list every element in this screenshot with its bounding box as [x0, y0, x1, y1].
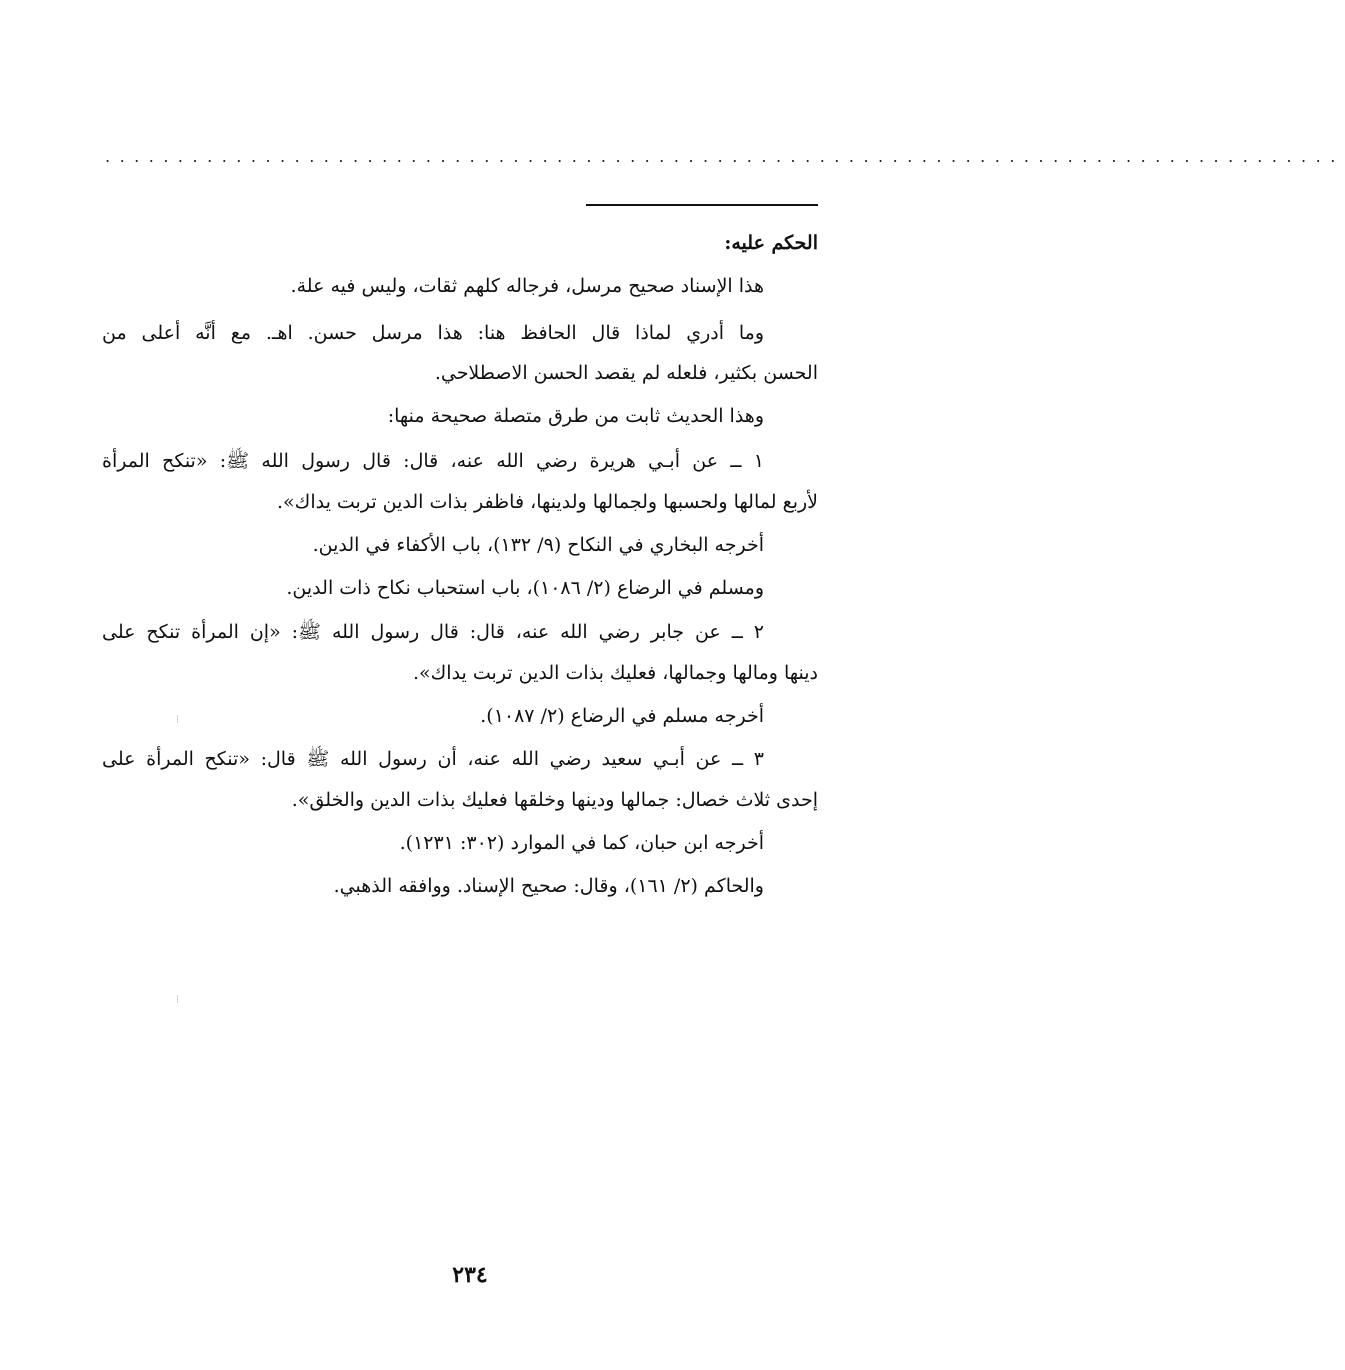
- dotted-separator: .....................................................................................: [105, 147, 1345, 166]
- hadith-1-line-2: لأربع لمالها ولحسبها ولجمالها ولدينها، فاظفر بذات الدين تربت يداك».: [277, 491, 818, 513]
- paragraph-line-3: الحسن بكثير، فلعله لم يقصد الحسن الاصطلاحي.: [434, 362, 818, 384]
- page-number: ٢٣٤: [452, 1262, 488, 1288]
- hadith-2-line-2: دينها ومالها وجمالها، فعليك بذات الدين تربت يداك».: [412, 662, 818, 684]
- hadith-2-source: أخرجه مسلم في الرضاع (٢/ ١٠٨٧).: [480, 705, 764, 727]
- scan-speck: [177, 715, 178, 723]
- hadith-2-line-1: ٢ ــ عن جابر رضي الله عنه، قال: قال رسول الله ﷺ: «إن المرأة تنكح على: [102, 621, 764, 643]
- hadith-3-source-1: أخرجه ابن حبان، كما في الموارد (٣٠٢: ١٢٣١).: [399, 832, 764, 854]
- scan-speck: [177, 995, 178, 1003]
- hadith-3-line-1: ٣ ــ عن أبـي سعيد رضي الله عنه، أن رسول الله ﷺ قال: «تنكح المرأة على: [102, 748, 764, 770]
- hadith-1-source-2: ومسلم في الرضاع (٢/ ١٠٨٦)، باب استحباب نكاح ذات الدين.: [286, 577, 764, 599]
- footnote-rule: [586, 204, 818, 206]
- ruling-heading: الحكم عليه:: [724, 232, 818, 254]
- paragraph-line-1: هذا الإسناد صحيح مرسل، فرجاله كلهم ثقات، وليس فيه علة.: [290, 275, 764, 297]
- paragraph-line-4: وهذا الحديث ثابت من طرق متصلة صحيحة منها:: [387, 405, 764, 427]
- paragraph-line-2: وما أدري لماذا قال الحافظ هنا: هذا مرسل حسن. اهـ. مع أنَّه أعلى من: [102, 322, 764, 344]
- hadith-3-line-2: إحدى ثلاث خصال: جمالها ودينها وخلقها فعليك بذات الدين والخلق».: [291, 789, 818, 811]
- hadith-3-source-2: والحاكم (٢/ ١٦١)، وقال: صحيح الإسناد. ووافقه الذهبي.: [333, 875, 764, 897]
- hadith-1-source-1: أخرجه البخاري في النكاح (٩/ ١٣٢)، باب الأكفاء في الدين.: [312, 534, 764, 556]
- hadith-1-line-1: ١ ــ عن أبـي هريرة رضي الله عنه، قال: قال رسول الله ﷺ: «تنكح المرأة: [102, 450, 764, 472]
